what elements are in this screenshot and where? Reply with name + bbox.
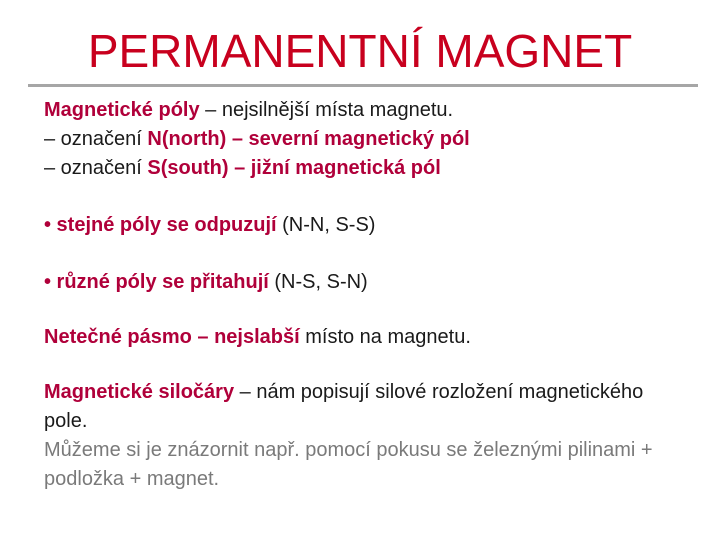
north-line <box>44 125 684 154</box>
south-prefix: – označení <box>44 157 148 179</box>
attract-term: • různé póly se přitahují <box>44 271 269 293</box>
attract-example: (N-S, S-N) <box>268 271 368 293</box>
field-lines-definition: – nám popisují silové rozložení magnetického pole. <box>44 381 644 432</box>
field-lines-note: Můžeme si je znázornit např. pomocí pokusu se železnými pilinami + podložka + magnet. <box>44 439 653 490</box>
south-line <box>44 154 684 183</box>
north-term: N(north) – severní magnetický pól <box>147 128 470 150</box>
slide-content <box>44 96 684 494</box>
field-lines-paragraph <box>44 378 684 436</box>
field-lines-term: Magnetické siločáry <box>44 381 235 403</box>
repel-bullet <box>44 211 684 240</box>
south-term: S(south) – jižní magnetická pól <box>147 157 441 179</box>
poles-definition: – nejsilnější místa magnetu. <box>199 99 454 121</box>
neutral-zone-definition: místo na magnetu. <box>299 326 471 348</box>
repel-term: • stejné póly se odpuzují <box>44 214 277 236</box>
neutral-zone-term: Netečné pásmo – nejslabší <box>44 326 300 348</box>
north-prefix: – označení <box>44 128 148 150</box>
repel-example: (N-N, S-S) <box>276 214 376 236</box>
poles-line <box>44 96 684 125</box>
slide-title: PERMANENTNÍ MAGNET <box>87 25 633 77</box>
neutral-zone-line <box>44 323 684 352</box>
poles-term: Magnetické póly <box>44 99 200 121</box>
title-divider <box>28 84 698 87</box>
attract-bullet <box>44 268 684 297</box>
